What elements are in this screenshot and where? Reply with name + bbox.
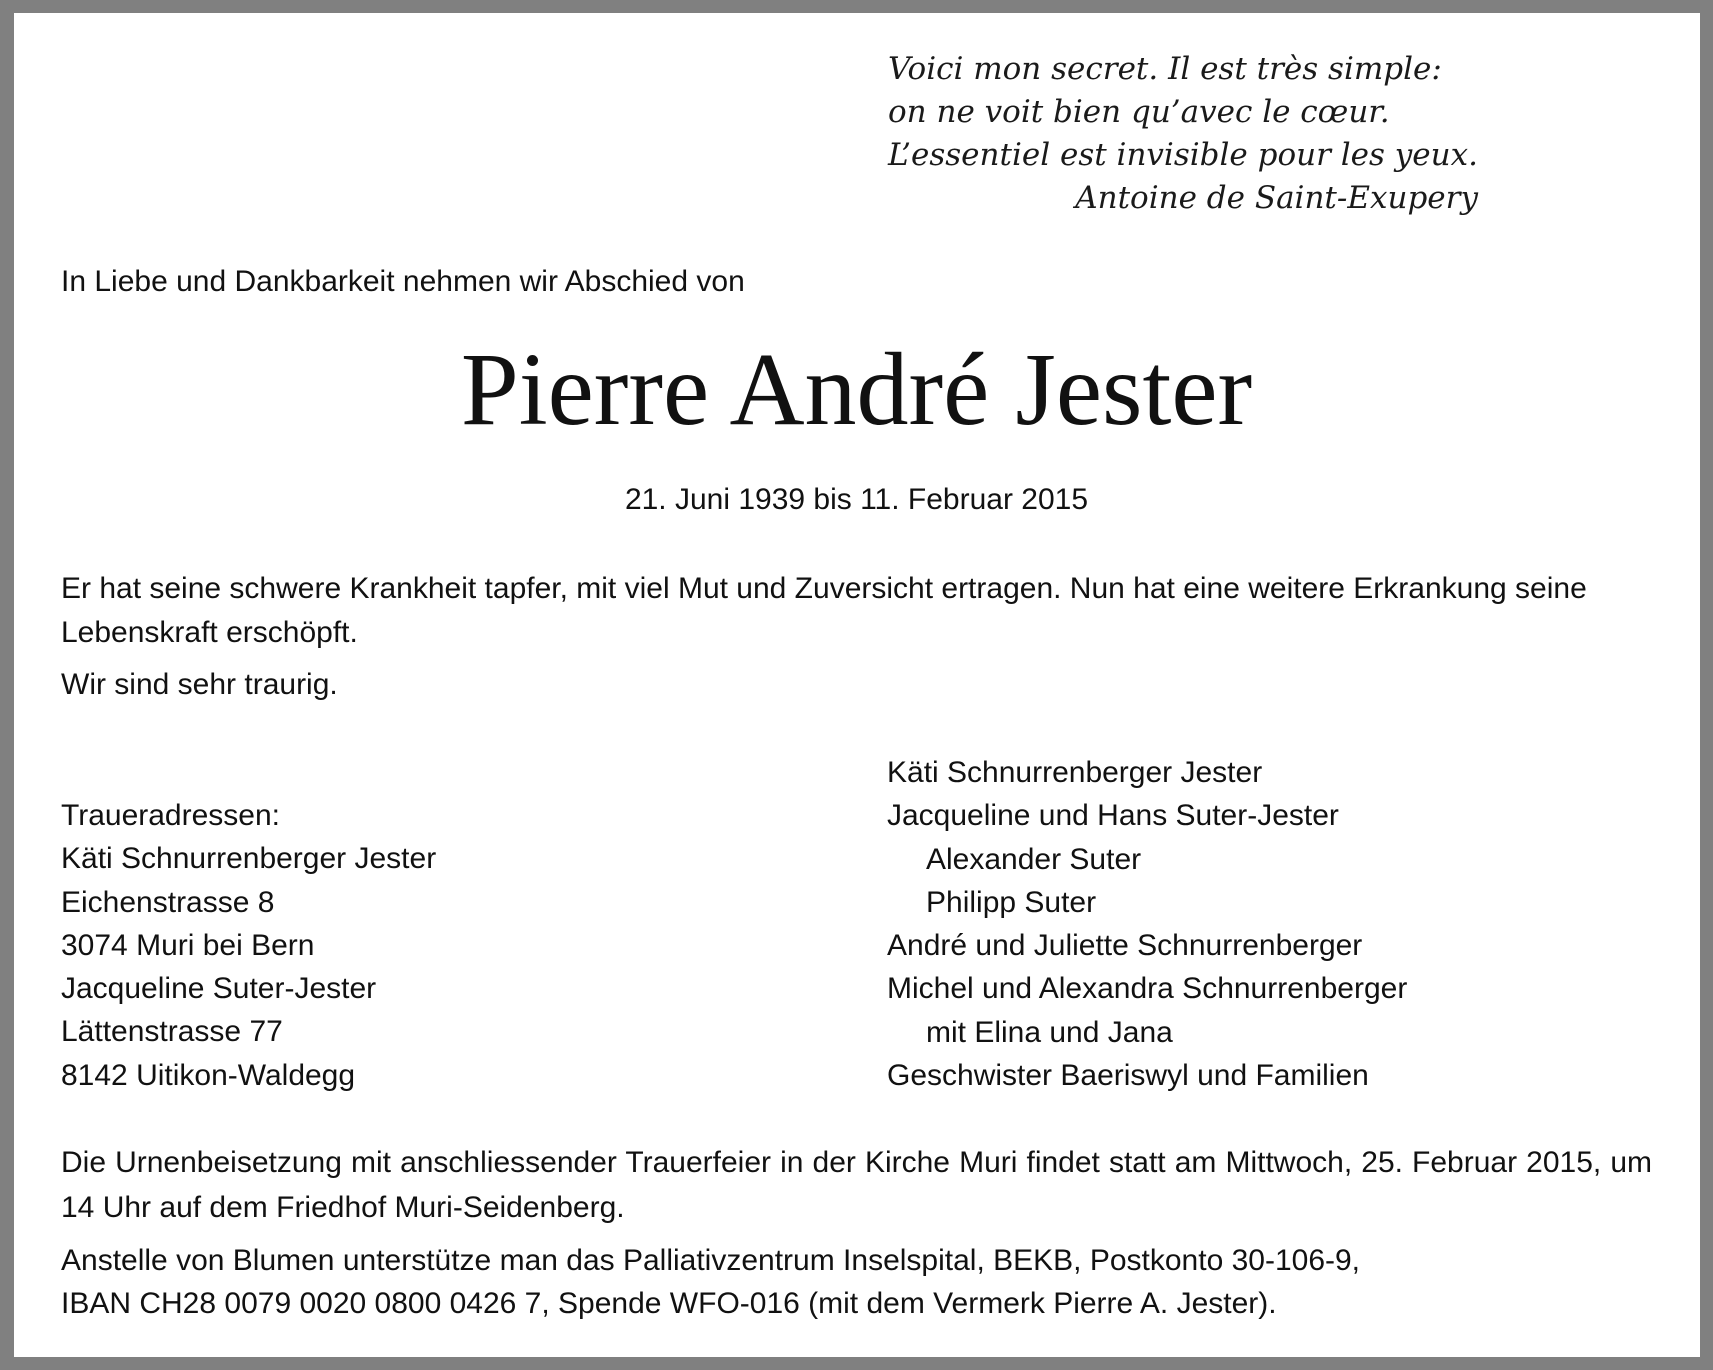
sadness-paragraph: Wir sind sehr traurig. bbox=[61, 668, 338, 701]
mourner-line: mit Elina und Jana bbox=[926, 1015, 1173, 1049]
donation-notice bbox=[61, 1239, 1360, 1325]
quote-line: on ne voit bien qu’avec le cœur. bbox=[888, 94, 1390, 130]
illness-paragraph: Er hat seine schwere Krankheit tapfer, mit viel Mut und Zuversicht ertragen. Nun hat eine weitere Erkrankung seine Lebenskraft erschöpft. bbox=[61, 572, 1587, 649]
quote-author: Antoine de Saint-Exupery bbox=[1075, 180, 1478, 216]
quote-line: Voici mon secret. Il est très simple: bbox=[888, 51, 1442, 87]
mourner-line: Käti Schnurrenberger Jester bbox=[887, 756, 1263, 789]
epigraph-quote bbox=[888, 48, 1478, 220]
mourner-line: Alexander Suter bbox=[926, 842, 1142, 876]
address-line: 3074 Muri bei Bern bbox=[61, 928, 315, 962]
address-line: 8142 Uitikon-Waldegg bbox=[61, 1058, 356, 1092]
address-line: Lättenstrasse 77 bbox=[61, 1015, 283, 1049]
mourners-list bbox=[887, 751, 1407, 1097]
intro-text: In Liebe und Dankbarkeit nehmen wir Abschied von bbox=[61, 265, 745, 298]
address-line: Eichenstrasse 8 bbox=[61, 885, 275, 919]
mourner-line: Geschwister Baeriswyl und Familien bbox=[887, 1059, 1369, 1093]
mourner-line: Philipp Suter bbox=[926, 885, 1097, 919]
deceased-name: Pierre André Jester bbox=[460, 332, 1253, 447]
addresses-heading: Traueradressen: bbox=[61, 799, 280, 832]
donation-line: IBAN CH28 0079 0020 0800 0426 7, Spende WFO-016 (mit dem Vermerk Pierre A. Jester). bbox=[61, 1287, 1277, 1320]
mourner-line: André und Juliette Schnurrenberger bbox=[887, 929, 1363, 963]
donation-line: Anstelle von Blumen unterstütze man das Palliativzentrum Inselspital, BEKB, Postkonto 30-106-9, bbox=[61, 1244, 1361, 1277]
address-line: Jacqueline Suter-Jester bbox=[61, 972, 377, 1006]
life-dates: 21. Juni 1939 bis 11. Februar 2015 bbox=[624, 483, 1089, 516]
mourner-line: Michel und Alexandra Schnurrenberger bbox=[887, 972, 1408, 1006]
mourner-line: Jacqueline und Hans Suter-Jester bbox=[887, 799, 1339, 833]
mourning-addresses bbox=[61, 794, 436, 1097]
address-line: Käti Schnurrenberger Jester bbox=[61, 842, 437, 876]
quote-line: L’essentiel est invisible pour les yeux. bbox=[888, 137, 1478, 173]
funeral-notice: Die Urnenbeisetzung mit anschliessender Trauerfeier in der Kirche Muri findet statt am Mittwoch, 25. Februar 2015, um 14 Uhr auf dem Friedhof Muri-Seidenberg. bbox=[61, 1146, 1652, 1224]
